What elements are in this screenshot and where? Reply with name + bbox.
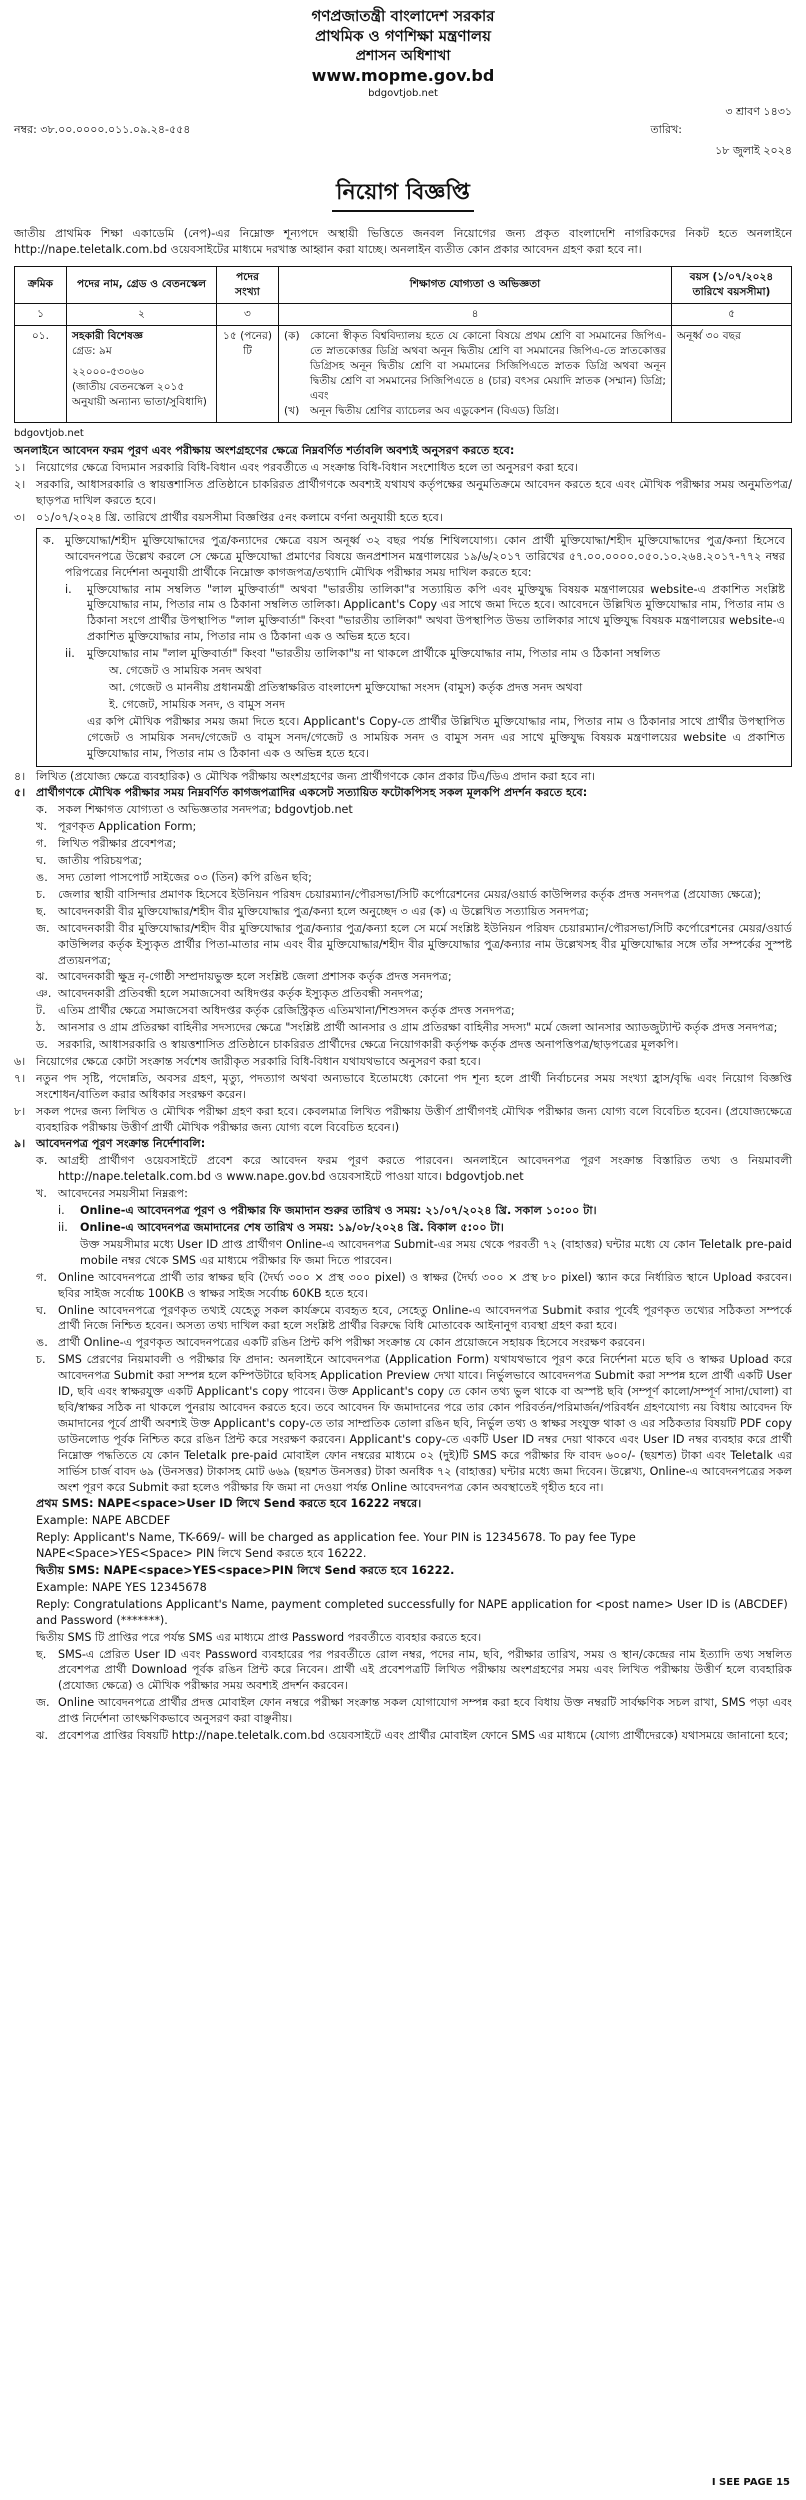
sms-second-example: Example: NAPE YES 12345678 (36, 1580, 207, 1594)
sms-first-reply: Reply: Applicant's Name, TK-669/- will be charged as application fee. Your PIN is 12345678. To pay fee Type NAPE<Space>YES<Space> PIN লিখে Send করতে হবে 16222. (36, 1531, 636, 1561)
col-number: ১ (15, 303, 67, 325)
source-mark: bdgovtjob.net (14, 428, 84, 440)
date-bangla: ৩ শ্রাবণ ১৪৩১ (725, 104, 792, 118)
subitem: ক. মুক্তিযোদ্ধা/শহীদ মুক্তিযোদ্ধাদের পুত্র/কন্যাদের ক্ষেত্রে বয়স অনূর্ধ্ব ৩২ বছর পর্যন্ত শিথিলযোগ্য। কোন প্রার্থী মুক্তিযোদ্ধা/শহীদ মুক্তিযোদ্ধাদের পুত্র/কন্যা হিসেবে আবেদনপত্রে উল্লেখ করলে সে ক্ষেত্রে মুক্তিযোদ্ধা প্রমাণের বিষয়ে জনপ্রশাসন মন্ত্রণালয়ের ১৯/৬/২০১৭ তারিখের ৫৭.০০.০০০০.০৫০.১০.২৬৪.২০১৭-৭৭২ নম্বর পরিপত্রের নির্দেশনা অনুযায়ী প্রার্থীকে নিম্নোক্ত কাগজপত্র/তথ্যাদি মৌখিক পরীক্ষার সময় দাখিল করতে হবে: (43, 533, 785, 579)
notice-title: নিয়োগ বিজ্ঞপ্তি (332, 177, 474, 212)
post-scale: ২২০০০-৫৩০৬০ (72, 366, 145, 379)
sms-first-example: Example: NAPE ABCDEF (36, 1514, 171, 1528)
row-serial: ০১. (15, 325, 67, 422)
date-english: ১৮ জুলাই ২০২৪ (715, 144, 792, 158)
sms-first-label: প্রথম SMS: NAPE<space>User ID লিখে Send করতে হবে 16222 নম্বরে। (36, 1497, 422, 1511)
qualification-mark: (ক) (284, 329, 300, 342)
table-header-row (15, 266, 792, 303)
condition-item: ১। নিয়োগের ক্ষেত্রে বিদ্যমান সরকারি বিধি-বিধান এবং পরবর্তীতে এ সংক্রান্ত বিধি-বিধান সংশোধিত হলে তা অনুসরণ করা হবে। (14, 461, 578, 475)
instruction-item: ঘ. Online আবেদনপত্রে পূরণকৃত তথ্যই যেহেতু সকল কার্যক্রমে ব্যবহৃত হবে, সেহেতু Online-এ আবেদনপত্র Submit করার পূর্বেই পূরণকৃত তথ্যের সঠিকতা সম্পর্কে প্রার্থী নিজে নিশ্চিত হবেন। অসত্য তথ্য দাখিল করা হলে সংশ্লিষ্ট প্রার্থীর বিরুদ্ধে বিধি মোতাবেক আইনানুগ ব্যবস্থা গ্রহণ করা হবে। (36, 1303, 792, 1333)
post-scale-note: (জাতীয় বেতনস্কেল ২০১৫ অনুযায়ী অন্যান্য ভাতা/সুবিধাদি) (72, 381, 207, 409)
document-item: ড. সরকারি, আধাসরকারি ও স্বায়ত্তশাসিত প্রতিষ্ঠানে চাকরিরত প্রার্থীদের ক্ষেত্রে নিয়োগকারী কর্তৃপক্ষ কর্তৃক প্রদত্ত অনাপত্তিপত্র/ছাড়পত্রের মূলকপি। (36, 1038, 679, 1052)
condition-item: ৭। নতুন পদ সৃষ্টি, পদোন্নতি, অবসর গ্রহণ, মৃত্যু, পদত্যাগ অথবা অন্যভাবে ইতোমধ্যে কোনো পদ শূন্য হলে প্রার্থী নির্বাচনের সময় সংখ্যা হ্রাস/বৃদ্ধি এবং নিয়োগ বিজ্ঞপ্তি সংশোধন/বাতিল করার অধিকার সংরক্ষণ করেন। (14, 1071, 792, 1101)
instruction-item: ঝ. প্রবেশপত্র প্রাপ্তির বিষয়টি http://nape.teletalk.com.bd ওয়েবসাইটে এবং প্রার্থীর মোবাইল ফোনে SMS এর মাধ্যমে (যোগ্য প্রার্থীদেরকে) যথাসময়ে জানানো হবে; (36, 1729, 789, 1743)
conditions-heading: অনলাইনে আবেদন ফরম পূরণ এবং পরীক্ষায় অংশগ্রহণের ক্ষেত্রে নিম্নবর্ণিত শর্তাবলি অবশ্যই অনুসরণ করতে হবে: (14, 444, 515, 458)
instruction-item: খ. আবেদনের সময়সীমা নিম্নরূপ: (36, 1187, 188, 1201)
document-item: ঝ. আবেদনকারী ক্ষুদ্র নৃ-গোষ্ঠী সম্প্রদায়ভুক্ত হলে সংশ্লিষ্ট জেলা প্রশাসক কর্তৃক প্রদত্ত সনদপত্র; (36, 970, 452, 984)
document-item: চ. জেলার স্থায়ী বাসিন্দার প্রমাণক হিসেবে ইউনিয়ন পরিষদ চেয়ারম্যান/পৌরসভা/সিটি কর্পোরেশনের মেয়র/ওয়ার্ড কাউন্সিলর কর্তৃক প্রদত্ত সনদপত্র (প্রযোজ্য ক্ষেত্রে); (36, 887, 762, 901)
condition-item: ৫। প্রার্থীগণকে মৌখিক পরীক্ষার সময় নিম্নবর্ণিত কাগজপত্রাদির একসেট সত্যায়িত ফটোকপিসহ সকল মূলকপি প্রদর্শন করতে হবে: (14, 786, 588, 800)
condition-item: ৩। ০১/০৭/২০২৪ খ্রি. তারিখে প্রার্থীর বয়সসীমা বিজ্ঞপ্তির ৫নং কলামে বর্ণনা অনুযায়ী হতে হবে। (14, 510, 443, 524)
row-post-cell (67, 325, 217, 422)
instruction-item: চ. SMS প্রেরণের নিয়মাবলী ও পরীক্ষার ফি প্রদান: অনলাইনে আবেদনপত্র (Application Form) যথাযথভাবে পূরণ করে নির্দেশনা মতে ছবি ও স্বাক্ষর Upload করে আবেদনপত্র Submit করা সম্পন্ন হলে কম্পিউটারে ছবিসহ Application Preview দেখা যাবে। নির্ভুলভাবে আবেদনপত্র Submit করা সম্পন্ন হলে প্রার্থী একটি User ID, ছবি এবং স্বাক্ষরযুক্ত একটি Applicant's copy পাবেন। উক্ত Applicant's copy তে কোন তথ্য ভুল থাকে বা অস্পষ্ট ছবি (সম্পূর্ণ কালো/সম্পূর্ণ সাদা/ঘোলা) বা ছবি/স্বাক্ষর সঠিক না থাকলে পুনরায় আবেদন করতে হবে। তবে আবেদন ফি জমাদানের পরে তার কোন পরিবর্তন/পরিমার্জন/পরিবর্ধন গ্রহণযোগ্য নয় বিধায় আবেদন ফি জমাদানের পূর্বে প্রার্থী অবশ্যই উক্ত Applicant's copy-তে তার সাম্প্রতিক তোলা রঙিন ছবি, নির্ভুল তথ্য ও স্বাক্ষর সংযুক্ত থাকা ও এর সঠিকতার বিষয়টি PDF copy ডাউনলোড পূর্বক নিশ্চিত করে রঙিন প্রিন্ট করে সংরক্ষণ করবেন। Applicant's copy-তে একটি User ID নম্বর দেয়া থাকবে এবং User ID নম্বর ব্যবহার করে প্রার্থী নিম্নোক্ত পদ্ধতিতে যে কোন Teletalk pre-paid মোবাইল ফোন নম্বরের মাধ্যমে ০২ (দুই)টি SMS করে পরীক্ষার ফি বাবদ ৬০০/- (ছয়শত) টাকা এবং Teletalk এর সার্ভিস চার্জ বাবদ ৬৯ (উনসত্তর) টাকাসহ মোট ৬৬৯ (ছয়শত উনসত্তর) টাকা অনধিক ৭২ (বাহাত্তর) ঘন্টার মধ্যে জমা দিবেন। উল্লেখ্য, Online-এ আবেদনপত্রের সকল অংশ পূরণ করে Submit করা হলেও পরীক্ষার ফি জমা না দেওয়া পর্যন্ত Online আবেদনপত্র কোন অবস্থাতেই গৃহীত হবে না। (36, 1353, 793, 1494)
table-number-row (15, 303, 792, 325)
document-item: ছ. আবেদনকারী বীর মুক্তিযোদ্ধার/শহীদ বীর মুক্তিযোদ্ধার পুত্র/কন্যা হলে অনুচ্ছেদ ৩ এর (ক) এ উল্লেখিত সত্যায়িত সনদপত্র; (36, 904, 589, 918)
condition-item: ৮। সকল পদের জন্য লিখিত ও মৌখিক পরীক্ষা গ্রহণ করা হবে। কেবলমাত্র লিখিত পরীক্ষায় উত্তীর্ণ প্রার্থীগণই মৌখিক পরীক্ষার জন্য যোগ্য বলে বিবেচিত হবেন। (প্রযোজ্যক্ষেত্রে ব্যবহারিক পরীক্ষায় উত্তীর্ণ প্রার্থী মৌখিক পরীক্ষার জন্য যোগ্য বলে বিবেচিত হবেন।) (14, 1104, 792, 1134)
memo-number: নম্বর: ৩৮.০০.০০০০.০১১.০৯.২৪-৫৫৪ (14, 122, 191, 136)
document-item: খ. পূরণকৃত Application Form; (36, 820, 197, 834)
sms-second-label: দ্বিতীয় SMS: NAPE<space>YES<space>PIN লিখে Send করতে হবে 16222. (36, 1564, 455, 1578)
freedom-fighter-box (36, 528, 792, 767)
document-item: গ. লিখিত পরীক্ষার প্রবেশপত্র; (36, 837, 177, 851)
ministry-name: প্রাথমিক ও গণশিক্ষা মন্ত্রণালয় (315, 27, 491, 46)
subitem-line: ই. গেজেট, সাময়িক সনদ, ও বামুস সনদ (109, 697, 285, 711)
col-count: পদের সংখ্যা (217, 266, 279, 303)
condition-item: ৯। আবেদনপত্র পূরণ সংক্রান্ত নির্দেশাবলি: (14, 1137, 206, 1151)
col-number: ৪ (279, 303, 672, 325)
intro-paragraph: জাতীয় প্রাথমিক শিক্ষা একাডেমি (নেপ)-এর নিম্নোক্ত শূন্যপদে অস্থায়ী ভিত্তিতে জনবল নিয়োগের জন্য প্রকৃত বাংলাদেশি নাগরিকদের নিকট হতে অনলাইনে http://nape.teletalk.com.bd ওয়েবসাইটের মাধ্যমে দরখাস্ত আহ্বান করা যাচ্ছে। অনলাইন ব্যতীত কোন প্রকার আবেদন গ্রহণ করা হবে না। (14, 227, 792, 256)
subitem: i. মুক্তিযোদ্ধার নাম সম্বলিত "লাল মুক্তিবার্তা" অথবা "ভারতীয় তালিকা"র সত্যায়িত কপি এবং মুক্তিযুদ্ধ বিষয়ক মন্ত্রণালয়ের website-এ প্রকাশিত সংশ্লিষ্ট মুক্তিযোদ্ধার নাম, পিতার নাম ও ঠিকানা সম্বলিত তালিকা। Applicant's Copy এর সাথে জমা দিতে হবে। আবেদনে উল্লিখিত মুক্তিযোদ্ধার নাম, পিতার নাম ও ঠিকানা সংগে প্রার্থীর উপস্থাপিত "লাল মুক্তিবার্তা" কিংবা "ভারতীয় তালিকা" অথবা উপস্থাপিত উভয় তালিকার সাথে মুক্তিযুদ্ধ বিষয়ক মন্ত্রণালয়ের website-এ প্রকাশিত মুক্তিযোদ্ধার নাম, পিতার নাম ও ঠিকানা এক ও অভিন্ন হতে হবে। (65, 582, 785, 644)
posts-table (14, 266, 792, 423)
subitem-line: অ. গেজেট ও সাময়িক সনদ অথবা (109, 664, 262, 678)
date-label: তারিখ: (650, 122, 682, 136)
document-item: জ. আবেদনকারী বীর মুক্তিযোদ্ধার/শহীদ বীর মুক্তিযোদ্ধার পুত্র/কন্যার পুত্র/কন্যা হলে সে মর্মে সংশ্লিষ্ট ইউনিয়ন পরিষদ চেয়ারম্যান/পৌরসভা/সিটি কর্পোরেশনের মেয়র/ওয়ার্ড কাউন্সিলর কর্তৃক ইস্যুকৃত প্রার্থীর পিতা-মাতার নাম এবং বীর মুক্তিযোদ্ধার/শহীদ বীর মুক্তিযোদ্ধার পুত্র/কন্যার নাম উল্লেখসহ বীর মুক্তিযোদ্ধার সঙ্গে তাঁর সম্পর্কের সুস্পষ্ট প্রত্যয়নপত্র; (36, 921, 792, 967)
condition-item: ৪। লিখিত (প্রযোজ্য ক্ষেত্রে ব্যবহারিক) ও মৌখিক পরীক্ষায় অংশগ্রহণের জন্য প্রার্থীগণকে কোন প্রকার টিএ/ডিএ প্রদান করা হবে না। (14, 769, 596, 783)
subitem-line: আ. গেজেট ও মাননীয় প্রধানমন্ত্রী প্রতিস্বাক্ষরিত বাংলাদেশ মুক্তিযোদ্ধা সংসদ (বামুস) কর্তৃক প্রদত্ত সনদ অথবা (109, 681, 583, 695)
qualification-item (284, 404, 666, 419)
col-number: ৩ (217, 303, 279, 325)
qualification-text: অনূন দ্বিতীয় শ্রেণির ব্যাচেলর অব এডুকেশন (বিএড) ডিগ্রি। (310, 405, 559, 418)
qualification-item (284, 329, 666, 404)
website-link[interactable]: www.mopme.gov.bd (311, 66, 495, 86)
document-item: ট. এতিম প্রার্থীর ক্ষেত্রে সমাজসেবা অধিদপ্তর কর্তৃক রেজিস্ট্রিকৃত এতিমখানা/শিশুসদন কর্তৃক প্রদত্ত সনদপত্র; (36, 1004, 515, 1018)
post-count: ১৫ (পনের) টি (217, 325, 279, 422)
age-limit: অনূর্ধ্ব ৩০ বছর (672, 325, 792, 422)
document-item: ঞ. আবেদনকারী প্রতিবন্ধী হলে সমাজসেবা অধিদপ্তর কর্তৃক ইস্যুকৃত প্রতিবন্ধী সনদপত্র; (36, 987, 424, 1001)
deadline-note: উক্ত সময়সীমার মধ্যে User ID প্রাপ্ত প্রার্থীগণ Online-এ আবেদনপত্র Submit-এর সময় থেকে পরবর্তী ৭২ (বাহাত্তর) ঘন্টার মধ্যে যে কোন Teletalk pre-paid mobile নম্বর থেকে SMS এর মাধ্যমে পরীক্ষার ফি জমা দিতে পারবেন। (80, 1237, 792, 1267)
post-grade: গ্রেড: ৯ম (72, 344, 112, 357)
instruction-item: ঙ. প্রার্থী Online-এ পূরণকৃত আবেদনপত্রের একটি রঙিন প্রিন্ট কপি পরীক্ষা সংক্রান্ত যে কোন প্রয়োজনে সহায়ক হিসেবে সংরক্ষণ করবেন। (36, 1336, 646, 1350)
table-row (15, 325, 792, 422)
condition-item: ২। সরকারি, আধাসরকারি ও স্বায়ত্তশাসিত প্রতিষ্ঠানে চাকরিরত প্রার্থীগণকে অবশ্যই যথাযথ কর্তৃপক্ষের অনুমতিক্রমে আবেদন করতে হবে এবং মৌখিক পরীক্ষার সময় অনুমতিপত্র/ছাড়পত্র দাখিল করতে হবে। (14, 478, 792, 508)
post-name: সহকারী বিশেষজ্ঞ (72, 329, 144, 342)
subitem-line: এর কপি মৌখিক পরীক্ষার সময় জমা দিতে হবে। Applicant's Copy-তে প্রার্থীর উল্লিখিত মুক্তিযোদ্ধার নাম, পিতার নাম ও ঠিকানার সাথে প্রার্থীর উপস্থাপিত গেজেট ও সাময়িক সনদ/গেজেট ও বামুস সনদ/গেজেট ও সাময়িক সনদ ও বামুস সনদ এর সাথে মুক্তিযুদ্ধ বিষয়ক মন্ত্রণালয়ের website এ প্রকাশিত মুক্তিযোদ্ধার নাম, পিতার নাম ও ঠিকানা এক ও অভিন্ন হতে হবে। (87, 714, 785, 760)
col-age: বয়স (১/০৭/২০২৪ তারিখে বয়সসীমা) (672, 266, 792, 303)
instruction-item: ক. আগ্রহী প্রার্থীগণ ওয়েবসাইটে প্রবেশ করে আবেদন ফরম পূরণ করতে পারবেন। অনলাইনে আবেদনপত্র পূরণ সংক্রান্ত বিস্তারিত তথ্য ও নিয়মাবলী http://nape.teletalk.com.bd ও www.nape.gov.bd ওয়েবসাইটে পাওয়া যাবে। bdgovtjob.net (36, 1154, 792, 1184)
deadline-item: i. Online-এ আবেদনপত্র পূরণ ও পরীক্ষার ফি জমাদান শুরুর তারিখ ও সময়: ২১/০৭/২০২৪ খ্রি. সকাল ১০:০০ টা। (58, 1204, 597, 1218)
instruction-item: ছ. SMS-এ প্রেরিত User ID এবং Password ব্যবহারের পর পরবর্তীতে রোল নম্বর, পদের নাম, ছবি, পরীক্ষার তারিখ, সময় ও স্থান/কেন্দ্রের নাম ইত্যাদি তথ্য সম্বলিত প্রবেশপত্র প্রার্থী Download পূর্বক রঙিন প্রিন্ট করে নিবেন। প্রার্থী এই প্রবেশপত্রটি লিখিত পরীক্ষায় অংশগ্রহণের সময় এবং লিখিত পরীক্ষায় উত্তীর্ণ হলে ব্যবহারিক (প্রযোজ্য ক্ষেত্রে) ও মৌখিক পরীক্ষার সময় অবশ্যই প্রদর্শন করবেন। (36, 1647, 792, 1693)
col-number: ২ (67, 303, 217, 325)
col-post: পদের নাম, গ্রেড ও বেতনস্কেল (67, 266, 217, 303)
qualification-cell (279, 325, 672, 422)
instruction-item: গ. Online আবেদনপত্রে প্রার্থী তার স্বাক্ষর ছবি (দৈর্ঘ্য ৩০০ × প্রস্থ ৩০০ pixel) ও স্বাক্ষর (দৈর্ঘ্য ৩০০ × প্রস্থ ৮০ pixel) স্ক্যান করে নির্ধারিত স্থানে Upload করবেন। ছবির সাইজ সর্বোচ্চ 100KB ও স্বাক্ষর সাইজ সর্বোচ্চ 60KB হতে হবে। (36, 1270, 792, 1300)
deadline-item: ii. Online-এ আবেদনপত্র জমাদানের শেষ তারিখ ও সময়: ১৯/০৮/২০২৪ খ্রি. বিকাল ৫:০০ টা। (58, 1221, 504, 1235)
qualification-text: কোনো স্বীকৃত বিশ্ববিদ্যালয় হতে যে কোনো বিষয়ে প্রথম শ্রেণি বা সমমানের জিপিএ-তে স্নাতকোত্তর ডিগ্রি অথবা অনূন দ্বিতীয় শ্রেণি বা সমমানের জিপিএ-তে স্নাতকোত্তর ডিগ্রিসহ অনূন দ্বিতীয় শ্রেণি বা সমমানের সিজিপিএতে স্নাতক ডিগ্রি অথবা অনূন দ্বিতীয় শ্রেণি বা সমমানের সিজিপিএতে ৪ (চার) বৎসর মেয়াদি স্নাতক (সম্মান) ডিগ্রি; এবং (310, 329, 666, 403)
page-footer: I SEE PAGE 15 (711, 2477, 790, 2488)
qualification-mark: (খ) (284, 405, 300, 418)
col-number: ৫ (672, 303, 792, 325)
wing-name: প্রশাসন অধিশাখা (355, 47, 451, 64)
title-wrap (14, 177, 792, 212)
col-serial: ক্রমিক (15, 266, 67, 303)
sms-second-reply: Reply: Congratulations Applicant's Name, payment completed successfully for NAPE application for <post name> User ID is (ABCDEF) and Password (*******). (36, 1597, 788, 1627)
subitem: ii. মুক্তিযোদ্ধার নাম "লাল মুক্তিবার্তা" কিংবা "ভারতীয় তালিকা"য় না থাকলে প্রার্থীকে মুক্তিযোদ্ধার নাম, পিতার নাম ও ঠিকানা সম্বলিত (65, 647, 661, 661)
condition-item: ৬। নিয়োগের ক্ষেত্রে কোটা সংক্রান্ত সর্বশেষ জারীকৃত সরকারি বিধি-বিধান যথাযথভাবে অনুসরণ করা হবে। (14, 1054, 481, 1068)
document-item: ক. সকল শিক্ষাগত যোগ্যতা ও অভিজ্ঞতার সনদপত্র; bdgovtjob.net (36, 803, 353, 817)
document-item: ঘ. জাতীয় পরিচয়পত্র; (36, 854, 143, 868)
document-item: ঙ. সদ্য তোলা পাসপোর্ট সাইজের ০৩ (তিন) কপি রঙিন ছবি; (36, 870, 312, 884)
sms-note: দ্বিতীয় SMS টি প্রাপ্তির পরে পর্যন্ত SMS এর মাধ্যমে প্রাপ্ত Password পরবর্তীতে ব্যবহার করতে হবে। (36, 1630, 482, 1644)
watermark-text: bdgovtjob.net (368, 87, 438, 99)
instruction-item: জ. Online আবেদনপত্রে প্রার্থীর প্রদত্ত মোবাইল ফোন নম্বরে পরীক্ষা সংক্রান্ত সকল যোগাযোগ সম্পন্ন করা হবে বিধায় উক্ত নম্বরটি সার্বক্ষণিক সচল রাখা, SMS পড়া এবং প্রাপ্ত নির্দেশনা তাৎক্ষণিকভাবে অনুসরণ করা বাঞ্ছনীয়। (36, 1696, 792, 1726)
letterhead (14, 6, 792, 100)
reference-row (14, 122, 792, 138)
document-item: ঠ. আনসার ও গ্রাম প্রতিরক্ষা বাহিনীর সদস্যদের ক্ষেত্রে "সংশ্লিষ্ট প্রার্থী আনসার ও গ্রাম প্রতিরক্ষা বাহিনীর সদস্য" মর্মে জেলা আনসার অ্যাডজুট্যান্ট কর্তৃক প্রদত্ত সনদপত্র; (36, 1021, 778, 1035)
col-qualification: শিক্ষাগত যোগ্যতা ও অভিজ্ঞতা (279, 266, 672, 303)
govt-name: গণপ্রজাতন্ত্রী বাংলাদেশ সরকার (311, 7, 495, 25)
